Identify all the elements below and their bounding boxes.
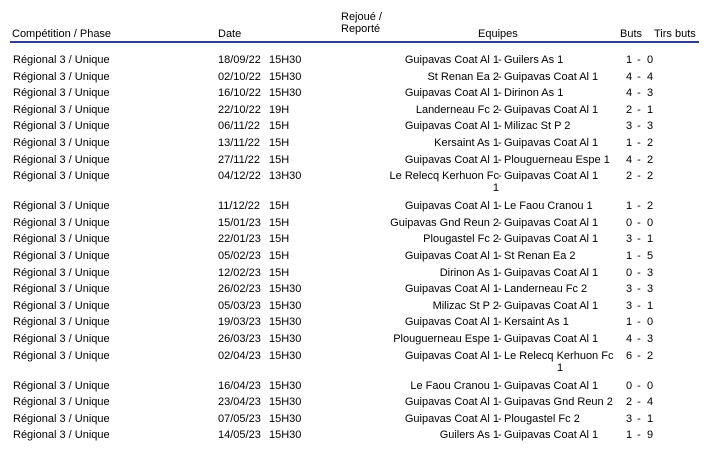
table-row [0, 120, 711, 137]
score-separator: - [637, 249, 641, 262]
away-team-name-cont: 1 [556, 361, 564, 374]
competition-cell: Régional 3 / Unique [13, 103, 110, 116]
table-row [0, 350, 711, 380]
team-separator: - [498, 200, 502, 213]
competition-cell: Régional 3 / Unique [13, 120, 110, 133]
home-score: 6 [625, 349, 633, 362]
away-score: 2 [646, 349, 654, 362]
home-team-cell: Le Faou Cranou 1 [410, 379, 499, 392]
table-row [0, 413, 711, 430]
home-score: 4 [625, 70, 633, 83]
home-team-cell: St Renan Ea 2 [427, 70, 499, 83]
away-score: 1 [646, 233, 654, 246]
score-separator: - [637, 200, 641, 213]
away-score: 3 [646, 87, 654, 100]
competition-cell: Régional 3 / Unique [13, 153, 110, 166]
team-separator: - [498, 170, 502, 183]
home-team-cell: Landerneau Fc 2 [415, 103, 499, 116]
home-team-cell: Guipavas Gnd Reun 2 [390, 216, 499, 229]
away-team-cell [504, 217, 598, 229]
time-cell: 19H [269, 103, 290, 116]
score-separator: - [637, 379, 641, 392]
home-score: 2 [625, 396, 633, 409]
score-separator: - [637, 316, 641, 329]
team-separator: - [498, 120, 502, 133]
away-score: 3 [646, 283, 654, 296]
away-team-name: Guipavas Gnd Reun 2 [504, 396, 613, 409]
competition-cell: Régional 3 / Unique [13, 136, 110, 149]
table-row [0, 316, 711, 333]
team-separator: - [498, 266, 502, 279]
date-cell: 07/05/23 [218, 412, 261, 425]
team-separator: - [498, 429, 502, 442]
away-team-cell [504, 200, 593, 212]
competition-cell: Régional 3 / Unique [13, 316, 110, 329]
away-team-cell [504, 71, 598, 83]
away-team-cell [504, 104, 598, 116]
table-row [0, 217, 711, 234]
away-team-name: St Renan Ea 2 [504, 249, 576, 262]
table-row [0, 333, 711, 350]
competition-cell: Régional 3 / Unique [13, 332, 110, 345]
away-team-cell [504, 267, 598, 279]
date-cell: 22/01/23 [218, 233, 261, 246]
home-team-cell: Guipavas Coat Al 1 [404, 54, 499, 66]
away-team-cell [504, 154, 610, 166]
home-score: 3 [625, 233, 633, 246]
home-score: 1 [625, 316, 633, 329]
team-separator: - [498, 396, 502, 409]
away-team-name: Guipavas Coat Al 1 [504, 70, 599, 83]
away-team-name: Le Faou Cranou 1 [504, 200, 593, 213]
table-row [0, 250, 711, 267]
date-cell: 18/09/22 [218, 54, 261, 66]
time-cell: 15H [269, 266, 290, 279]
home-score: 1 [625, 429, 633, 442]
home-team-cell: Le Relecq Kerhuon Fc 1 [389, 170, 499, 195]
away-team-name: Plouguerneau Espe 1 [504, 153, 610, 166]
score-separator: - [637, 283, 641, 296]
header-replayed-line1: Rejoué / [341, 11, 382, 23]
team-separator: - [498, 233, 502, 246]
table-row [0, 170, 711, 200]
away-team-name: Guipavas Coat Al 1 [504, 103, 599, 116]
home-team-cell: Dirinon As 1 [439, 266, 499, 279]
time-cell: 15H30 [269, 349, 302, 362]
score-separator: - [637, 396, 641, 409]
home-score: 3 [625, 283, 633, 296]
home-team-cell: Guipavas Coat Al 1 [404, 349, 499, 362]
team-separator: - [498, 316, 502, 329]
team-separator: - [498, 349, 502, 362]
away-score: 3 [646, 120, 654, 133]
team-separator: - [498, 54, 502, 66]
home-team-cell: Guipavas Coat Al 1 [404, 412, 499, 425]
away-team-cell [504, 316, 569, 328]
results-table [0, 54, 711, 446]
time-cell: 15H30 [269, 332, 302, 345]
competition-cell: Régional 3 / Unique [13, 299, 110, 312]
away-team-name: Le Relecq Kerhuon Fc [504, 349, 614, 362]
competition-cell: Régional 3 / Unique [13, 170, 110, 183]
score-separator: - [637, 332, 641, 345]
away-score: 2 [646, 153, 654, 166]
home-team-cell: Plouguerneau Espe 1 [393, 332, 499, 345]
home-team-cell: Guipavas Coat Al 1 [404, 87, 499, 100]
competition-cell: Régional 3 / Unique [13, 412, 110, 425]
competition-cell: Régional 3 / Unique [13, 216, 110, 229]
time-cell: 15H [269, 249, 290, 262]
score-separator: - [637, 170, 641, 183]
score-separator: - [637, 266, 641, 279]
away-team-cell [504, 413, 580, 425]
away-team-name: Guipavas Coat Al 1 [504, 136, 599, 149]
table-header [0, 0, 711, 44]
table-row [0, 283, 711, 300]
away-team-cell [504, 170, 598, 182]
table-row [0, 233, 711, 250]
away-score: 3 [646, 332, 654, 345]
away-score: 0 [646, 379, 654, 392]
date-cell: 13/11/22 [218, 136, 261, 149]
home-score: 1 [625, 249, 633, 262]
date-cell: 16/10/22 [218, 87, 261, 100]
score-separator: - [637, 70, 641, 83]
date-cell: 19/03/23 [218, 316, 261, 329]
away-team-name: Guipavas Coat Al 1 [504, 216, 599, 229]
header-replayed-line2: Reporté [341, 23, 381, 35]
date-cell: 12/02/23 [218, 266, 261, 279]
away-team-name: Guipavas Coat Al 1 [504, 429, 599, 442]
away-team-name: Guipavas Coat Al 1 [504, 266, 599, 279]
team-separator: - [498, 332, 502, 345]
date-cell: 23/04/23 [218, 396, 261, 409]
home-score: 1 [625, 54, 633, 66]
team-separator: - [498, 136, 502, 149]
away-team-cell [504, 250, 576, 262]
away-score: 5 [646, 249, 654, 262]
home-score: 4 [625, 332, 633, 345]
away-score: 0 [646, 216, 654, 229]
competition-cell: Régional 3 / Unique [13, 349, 110, 362]
home-team-cell: Guipavas Coat Al 1 [404, 200, 499, 213]
score-separator: - [637, 103, 641, 116]
date-cell: 16/04/23 [218, 379, 261, 392]
score-separator: - [637, 120, 641, 133]
away-score: 9 [646, 429, 654, 442]
table-row [0, 267, 711, 284]
date-cell: 11/12/22 [218, 200, 261, 213]
competition-cell: Régional 3 / Unique [13, 54, 110, 66]
date-cell: 02/04/23 [218, 349, 261, 362]
score-separator: - [637, 54, 641, 66]
score-separator: - [637, 233, 641, 246]
away-team-name: Guilers As 1 [504, 54, 564, 66]
time-cell: 15H [269, 233, 290, 246]
away-team-name: Landerneau Fc 2 [504, 283, 588, 296]
away-team-name: Guipavas Coat Al 1 [504, 299, 599, 312]
table-row [0, 300, 711, 317]
away-team-name: Guipavas Coat Al 1 [504, 233, 599, 246]
home-team-cell: Guipavas Coat Al 1 [404, 316, 499, 329]
away-team-cell [504, 233, 598, 245]
table-row [0, 71, 711, 88]
time-cell: 15H [269, 200, 290, 213]
competition-cell: Régional 3 / Unique [13, 70, 110, 83]
competition-cell: Régional 3 / Unique [13, 233, 110, 246]
competition-cell: Régional 3 / Unique [13, 249, 110, 262]
away-score: 4 [646, 70, 654, 83]
date-cell: 04/12/22 [218, 170, 261, 183]
away-score: 2 [646, 200, 654, 213]
time-cell: 15H [269, 153, 290, 166]
home-team-cell: Guipavas Coat Al 1 [404, 283, 499, 296]
time-cell: 15H30 [269, 412, 302, 425]
competition-cell: Régional 3 / Unique [13, 87, 110, 100]
time-cell: 15H30 [269, 379, 302, 392]
away-score: 1 [646, 299, 654, 312]
team-separator: - [498, 249, 502, 262]
time-cell: 15H30 [269, 283, 302, 296]
score-separator: - [637, 349, 641, 362]
home-score: 0 [625, 379, 633, 392]
time-cell: 15H [269, 216, 290, 229]
header-teams: Equipes [478, 28, 518, 40]
away-team-cell [504, 396, 613, 408]
team-separator: - [498, 299, 502, 312]
home-team-cell: Kersaint As 1 [434, 136, 499, 149]
away-score: 1 [646, 412, 654, 425]
home-score: 2 [625, 170, 633, 183]
date-cell: 05/03/23 [218, 299, 261, 312]
home-team-cell: Guipavas Coat Al 1 [404, 396, 499, 409]
away-team-cell [504, 137, 598, 149]
competition-cell: Régional 3 / Unique [13, 266, 110, 279]
team-separator: - [498, 283, 502, 296]
time-cell: 13H30 [269, 170, 302, 183]
time-cell: 15H30 [269, 87, 302, 100]
away-team-cell [504, 120, 570, 132]
away-team-cell [504, 350, 616, 374]
time-cell: 15H30 [269, 429, 302, 442]
header-competition: Compétition / Phase [12, 28, 112, 40]
competition-cell: Régional 3 / Unique [13, 283, 110, 296]
time-cell: 15H30 [269, 316, 302, 329]
date-cell: 05/02/23 [218, 249, 261, 262]
table-row [0, 104, 711, 121]
date-cell: 26/02/23 [218, 283, 261, 296]
table-row [0, 200, 711, 217]
away-score: 0 [646, 54, 654, 66]
away-team-name: Dirinon As 1 [504, 87, 564, 100]
competition-cell: Régional 3 / Unique [13, 200, 110, 213]
away-team-cell [504, 429, 598, 441]
score-separator: - [637, 136, 641, 149]
home-score: 3 [625, 299, 633, 312]
score-separator: - [637, 299, 641, 312]
team-separator: - [498, 87, 502, 100]
away-team-name: Guipavas Coat Al 1 [504, 332, 599, 345]
date-cell: 26/03/23 [218, 332, 261, 345]
date-cell: 06/11/22 [218, 120, 261, 133]
team-separator: - [498, 153, 502, 166]
away-score: 0 [646, 316, 654, 329]
competition-cell: Régional 3 / Unique [13, 396, 110, 409]
team-separator: - [498, 216, 502, 229]
time-cell: 15H30 [269, 299, 302, 312]
away-team-cell [504, 283, 587, 295]
away-score: 4 [646, 396, 654, 409]
home-score: 1 [625, 200, 633, 213]
away-team-cell [504, 300, 598, 312]
table-row [0, 396, 711, 413]
time-cell: 15H30 [269, 396, 302, 409]
score-separator: - [637, 429, 641, 442]
away-score: 3 [646, 266, 654, 279]
away-team-cell [504, 380, 598, 392]
home-team-cell: Plougastel Fc 2 [423, 233, 499, 246]
table-row [0, 154, 711, 171]
away-team-cell [504, 87, 563, 99]
team-separator: - [498, 379, 502, 392]
date-cell: 14/05/23 [218, 429, 261, 442]
table-row [0, 380, 711, 397]
away-score: 2 [646, 136, 654, 149]
date-cell: 15/01/23 [218, 216, 261, 229]
header-shootout: Tirs buts [654, 28, 696, 40]
time-cell: 15H30 [269, 70, 302, 83]
competition-cell: Régional 3 / Unique [13, 379, 110, 392]
team-separator: - [498, 412, 502, 425]
time-cell: 15H [269, 136, 290, 149]
away-team-name: Guipavas Coat Al 1 [504, 170, 599, 183]
table-row [0, 429, 711, 446]
home-score: 0 [625, 266, 633, 279]
score-separator: - [637, 87, 641, 100]
away-team-name: Milizac St P 2 [504, 120, 571, 133]
date-cell: 27/11/22 [218, 153, 261, 166]
away-score: 2 [646, 170, 654, 183]
team-separator: - [498, 70, 502, 83]
away-team-name: Guipavas Coat Al 1 [504, 379, 599, 392]
home-team-cell: Milizac St P 2 [432, 299, 499, 312]
home-team-cell: Guipavas Coat Al 1 [404, 153, 499, 166]
score-separator: - [637, 153, 641, 166]
away-score: 1 [646, 103, 654, 116]
home-score: 3 [625, 120, 633, 133]
away-team-name: Kersaint As 1 [504, 316, 569, 329]
away-team-cell [504, 333, 598, 345]
table-row [0, 87, 711, 104]
score-separator: - [637, 412, 641, 425]
header-date: Date [218, 28, 242, 40]
away-team-cell [504, 54, 563, 66]
date-cell: 22/10/22 [218, 103, 261, 116]
table-row [0, 137, 711, 154]
header-goals: Buts [620, 28, 643, 40]
home-team-cell: Guipavas Coat Al 1 [404, 249, 499, 262]
date-cell: 02/10/22 [218, 70, 261, 83]
home-score: 0 [625, 216, 633, 229]
team-separator: - [498, 103, 502, 116]
home-team-cell: Guilers As 1 [439, 429, 499, 442]
time-cell: 15H [269, 120, 290, 133]
time-cell: 15H30 [269, 54, 302, 66]
home-team-cell: Guipavas Coat Al 1 [404, 120, 499, 133]
home-score: 4 [625, 87, 633, 100]
competition-cell: Régional 3 / Unique [13, 429, 110, 442]
home-score: 4 [625, 153, 633, 166]
home-score: 2 [625, 103, 633, 116]
home-score: 3 [625, 412, 633, 425]
table-row [0, 54, 711, 71]
home-score: 1 [625, 136, 633, 149]
away-team-name: Plougastel Fc 2 [504, 412, 580, 425]
header-divider [10, 41, 699, 43]
score-separator: - [637, 216, 641, 229]
